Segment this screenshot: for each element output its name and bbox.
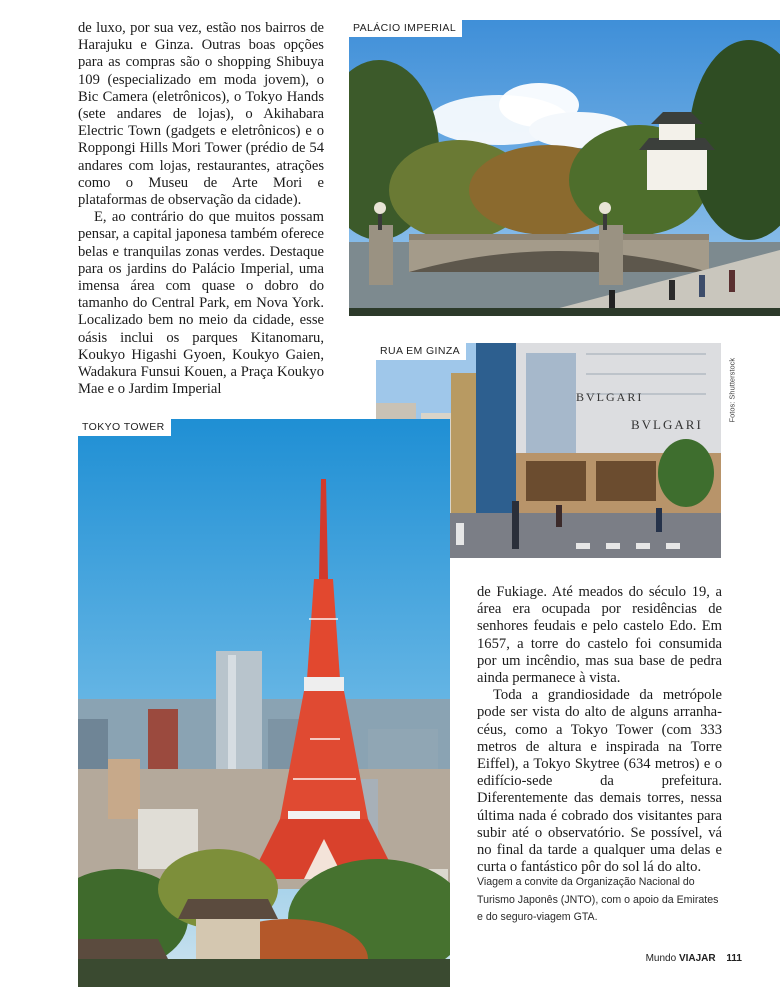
- photo-caption-palace: PALÁCIO IMPERIAL: [349, 20, 462, 37]
- article-column-right: [477, 584, 722, 876]
- page-number: 111: [726, 953, 742, 964]
- paragraph: Toda a grandiosidade da metrópole pode ser vista do alto de alguns arranha-céus, como a Tokyo Tower (com 333 metros de altura e inspirada na Torre Eiffel), a Tokyo Skytree (634 metros) e o edifício-sede da prefeitura. Diferentemente das demais torres, nessa última nada é cobrado dos visitantes para subir até o observatório. Se possível, vá no final da tarde a qualquer uma delas e curta o fantástico pôr do sol lá do alto.: [477, 687, 722, 876]
- magazine-prefix: Mundo: [645, 953, 677, 964]
- photo-caption-tower: TOKYO TOWER: [78, 419, 171, 436]
- page-footer: [646, 953, 742, 964]
- photo-imperial-palace: [349, 20, 780, 316]
- palace-illustration: [349, 20, 780, 316]
- store-sign: BVLGARI: [631, 417, 703, 432]
- paragraph: de Fukiage. Até meados do século 19, a área era ocupada por residências de senhores feudais e pelo castelo Edo. Em 1657, a torre do castelo foi consumida por um incêndio, mas sua base de pedra ainda permanece à vista.: [477, 584, 722, 687]
- paragraph: de luxo, por sua vez, estão nos bairros de Harajuku e Ginza. Outras boas opções para as compras são o shopping Shibuya 109 (especializado em moda jovem), o Bic Camera (eletrônicos), o Tokyo Hands (sete andares de lojas), o Akihabara Electric Town (gadgets e eletrônicos) e o Roppongi Hills Mori Tower (prédio de 54 andares com lojas, restaurantes, atrações como o Museu de Arte Mori e plataformas de observação da cidade).: [78, 20, 324, 209]
- article-column-left: [78, 20, 324, 398]
- tokyo-tower-illustration: [78, 419, 450, 987]
- photo-tokyo-tower: [78, 419, 450, 987]
- photo-caption-ginza: RUA EM GINZA: [376, 343, 466, 360]
- trip-credit-note: Viagem a convite da Organização Nacional do Turismo Japonês (JNTO), com o apoio da Emirates e do seguro-viagem GTA.: [477, 876, 719, 923]
- paragraph: E, ao contrário do que muitos possam pensar, a capital japonesa também oferece belas e tranquilas zonas verdes. Destaque para os jardins do Palácio Imperial, uma imensa área com quase o dobro do tamanho do Central Park, em Nova York. Localizado bem no meio da cidade, esse oásis inclui os parques Kitanomaru, Koukyo Higashi Gyoen, Koukyo Gaien, Wadakura Funsui Kouen, a Praça Koukyo Mae e o Jardim Imperial: [78, 209, 324, 398]
- store-sign: BVLGARI: [576, 390, 644, 404]
- magazine-name: VIAJAR: [678, 953, 716, 964]
- photo-credit: Fotos: Shutterstock: [727, 357, 737, 423]
